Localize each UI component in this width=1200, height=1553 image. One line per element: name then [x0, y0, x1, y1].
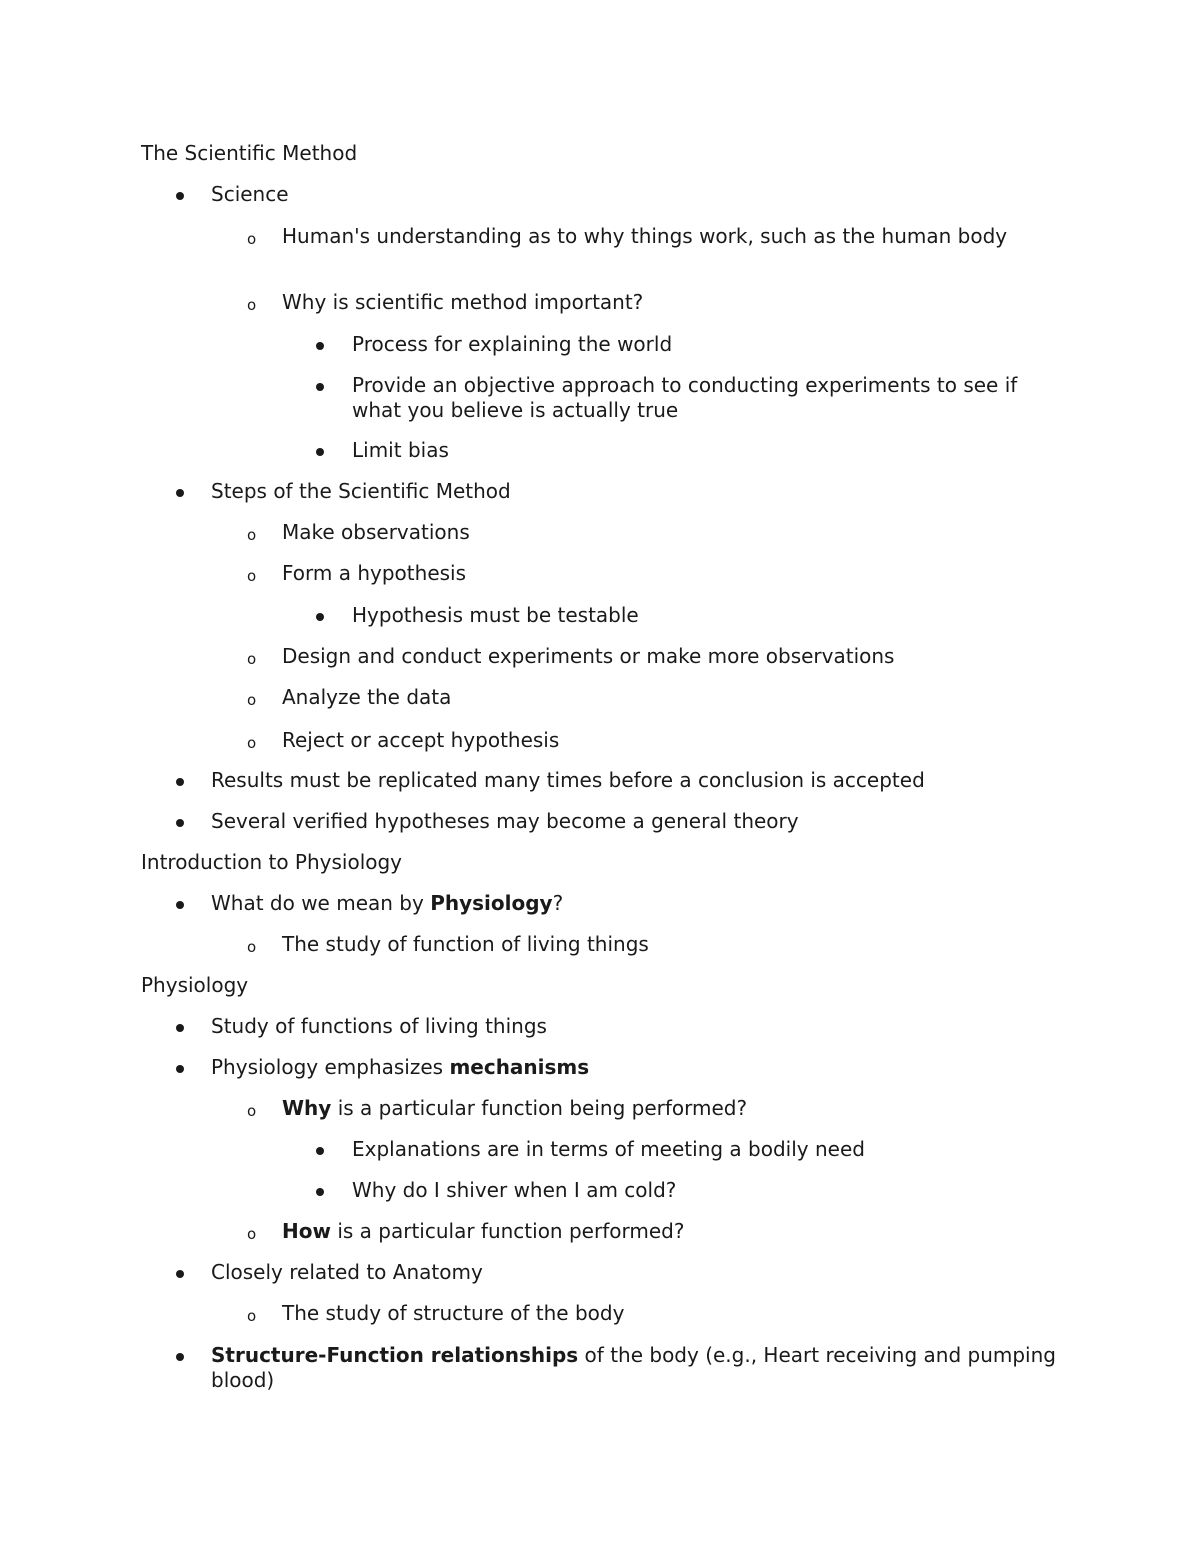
- list-item: Process for explaining the world: [352, 332, 673, 356]
- bullet-icon: [316, 332, 324, 357]
- list-item: [211, 1055, 1071, 1080]
- list-item: Analyze the data: [282, 685, 452, 709]
- item-text: What do we mean by: [211, 891, 431, 915]
- list-item: Human's understanding as to why things work, such as the human body: [282, 224, 1008, 248]
- list-item: Hypothesis must be testable: [352, 603, 639, 627]
- circle-bullet-icon: o: [247, 650, 257, 668]
- list-item: The study of structure of the body: [282, 1301, 625, 1325]
- item-text: Physiology emphasizes: [211, 1055, 450, 1079]
- section-heading: Physiology: [141, 973, 249, 997]
- emphasis-text: Physiology: [430, 891, 553, 915]
- section-heading: Introduction to Physiology: [141, 850, 403, 874]
- list-item: [211, 891, 1071, 916]
- circle-bullet-icon: o: [247, 296, 257, 314]
- item-text: ?: [552, 891, 564, 915]
- bullet-icon: [176, 1260, 184, 1285]
- circle-bullet-icon: o: [247, 1225, 257, 1243]
- list-item: Science: [211, 182, 289, 206]
- list-item: [282, 1096, 1042, 1121]
- bullet-icon: [316, 438, 324, 463]
- bullet-icon: [316, 1137, 324, 1162]
- circle-bullet-icon: o: [247, 1102, 257, 1120]
- bullet-icon: [176, 479, 184, 504]
- list-item: Several verified hypotheses may become a general theory: [211, 809, 799, 833]
- list-item: Steps of the Scientific Method: [211, 479, 511, 503]
- list-item: Reject or accept hypothesis: [282, 728, 560, 752]
- list-item: Design and conduct experiments or make more observations: [282, 644, 895, 668]
- bullet-icon: [176, 1014, 184, 1039]
- item-text: is a particular function being performed?: [331, 1096, 748, 1120]
- emphasis-text: How: [282, 1219, 331, 1243]
- list-item: Form a hypothesis: [282, 561, 467, 585]
- list-item: [282, 1219, 1042, 1244]
- circle-bullet-icon: o: [247, 230, 257, 248]
- circle-bullet-icon: o: [247, 1307, 257, 1325]
- bullet-icon: [176, 1343, 184, 1368]
- list-item: Why is scientific method important?: [282, 290, 644, 314]
- emphasis-text: Why: [282, 1096, 332, 1120]
- emphasis-text: mechanisms: [449, 1055, 590, 1079]
- circle-bullet-icon: o: [247, 567, 257, 585]
- item-text: of the body (e.g., Heart receiving and pumping blood): [211, 1343, 1056, 1392]
- list-item: Make observations: [282, 520, 470, 544]
- list-item: Why do I shiver when I am cold?: [352, 1178, 677, 1202]
- list-item: The study of function of living things: [282, 932, 649, 956]
- bullet-icon: [176, 809, 184, 834]
- circle-bullet-icon: o: [247, 691, 257, 709]
- list-item: Provide an objective approach to conducting experiments to see if what you believe is actually true: [352, 373, 1018, 422]
- emphasis-text: Structure-Function relationships: [211, 1343, 579, 1367]
- bullet-icon: [176, 891, 184, 916]
- bullet-icon: [316, 603, 324, 628]
- circle-bullet-icon: o: [247, 938, 257, 956]
- circle-bullet-icon: o: [247, 734, 257, 752]
- item-text: is a particular function performed?: [330, 1219, 685, 1243]
- list-item: Explanations are in terms of meeting a bodily need: [352, 1137, 865, 1161]
- section-heading: The Scientific Method: [141, 141, 358, 165]
- bullet-icon: [176, 768, 184, 793]
- list-item: Study of functions of living things: [211, 1014, 547, 1038]
- list-item: Closely related to Anatomy: [211, 1260, 483, 1284]
- list-item: Results must be replicated many times before a conclusion is accepted: [211, 768, 925, 792]
- bullet-icon: [316, 1178, 324, 1203]
- bullet-icon: [176, 1055, 184, 1080]
- bullet-icon: [316, 373, 324, 398]
- circle-bullet-icon: o: [247, 526, 257, 544]
- list-item: Limit bias: [352, 438, 449, 462]
- list-item: [211, 1343, 1071, 1393]
- bullet-icon: [176, 182, 184, 207]
